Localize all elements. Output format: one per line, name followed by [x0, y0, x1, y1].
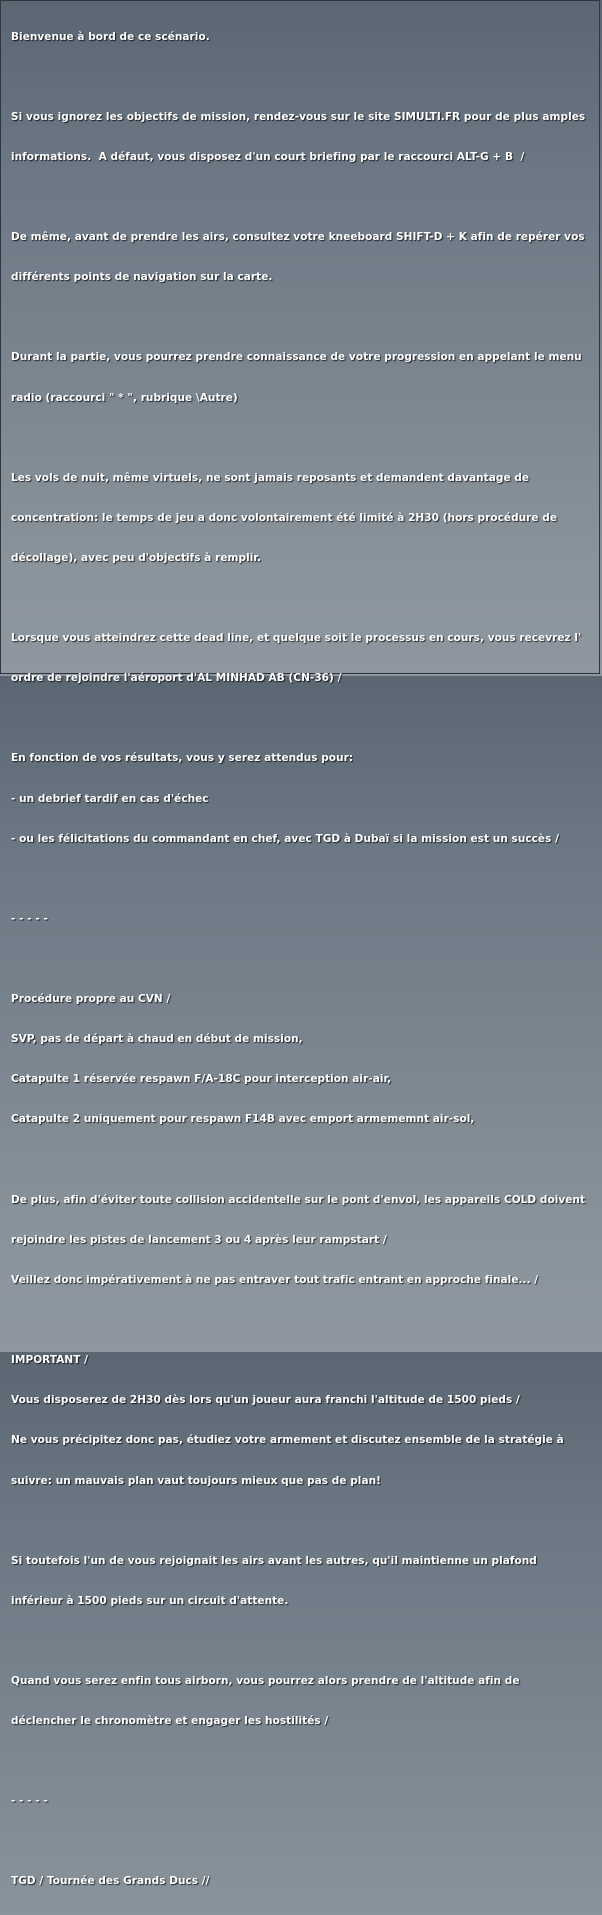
text-line: De même, avant de prendre les airs, consultez votre kneeboard SHIFT-D + K afin de repérer vos — [11, 231, 585, 244]
text-line: Procédure propre au CVN / — [11, 992, 171, 1005]
text-line: radio (raccourci " * ", rubrique \Autre) — [11, 391, 238, 404]
text-line: SVP, pas de départ à chaud en début de mission, — [11, 1033, 303, 1046]
signature-text: TGD / Tournée des Grands Ducs // — [11, 1875, 210, 1888]
text-line: Ne vous précipitez donc pas, étudiez votre armement et discutez ensemble de la stratégie à — [11, 1434, 564, 1447]
text-line: suivre: un mauvais plan vaut toujours mieux que pas de plan! — [11, 1474, 381, 1487]
text-line: Bienvenue à bord de ce scénario. — [11, 30, 210, 43]
separator-text: - - - - - — [11, 912, 48, 925]
separator — [11, 1768, 589, 1835]
text-line: déclencher le chronomètre et engager les hostilités / — [11, 1715, 329, 1728]
paragraph-airborne — [11, 1648, 589, 1755]
text-line: décollage), avec peu d'objectifs à remplir. — [11, 552, 262, 565]
paragraph-kneeboard — [11, 204, 589, 311]
text-line: Veillez donc impérativement à ne pas entraver tout trafic entrant en approche finale... / — [11, 1273, 539, 1286]
paragraph-signature — [11, 1848, 589, 1915]
paragraph-radio-menu — [11, 325, 589, 432]
text-line: Si toutefois l'un de vous rejoignait les airs avant les autres, qu'il maintienne un plafond — [11, 1554, 537, 1567]
paragraph-cvn-procedure — [11, 966, 589, 1154]
text-line: Si vous ignorez les objectifs de mission, rendez-vous sur le site SIMULTI.FR pour de plus amples — [11, 110, 586, 123]
text-line: IMPORTANT / — [11, 1353, 89, 1366]
paragraph-important — [11, 1327, 589, 1515]
text-line: Vous disposerez de 2H30 dès lors qu'un joueur aura franchi l'altitude de 1500 pieds / — [11, 1394, 520, 1407]
text-line: En fonction de vos résultats, vous y serez attendus pour: — [11, 752, 354, 765]
text-line: différents points de navigation sur la carte. — [11, 271, 273, 284]
text-line: informations. A défaut, vous disposez d'un court briefing par le raccourci ALT-G + B / — [11, 151, 525, 164]
paragraph-deck-safety — [11, 1167, 589, 1314]
text-line: inférieur à 1500 pieds sur un circuit d'attente. — [11, 1594, 289, 1607]
paragraph-objectives — [11, 84, 589, 191]
text-line: - un debrief tardif en cas d'échec — [11, 792, 209, 805]
text-line: ordre de rejoindre l'aéroport d'AL MINHAD AB (CN-36) / — [11, 672, 342, 685]
paragraph-welcome — [11, 4, 589, 71]
separator-text: - - - - - — [11, 1795, 48, 1808]
text-line: Quand vous serez enfin tous airborn, vous pourrez alors prendre de l'altitude afin de — [11, 1674, 520, 1687]
text-line: Catapulte 1 réservée respawn F/A-18C pour interception air-air, — [11, 1073, 392, 1086]
text-line: concentration: le temps de jeu a donc volontairement été limité à 2H30 (hors procédure de — [11, 511, 557, 524]
text-line: De plus, afin d'éviter toute collision accidentelle sur le pont d'envol, les appareils COLD doivent — [11, 1193, 586, 1206]
text-line: Catapulte 2 uniquement pour respawn F14B avec emport armememnt air-sol, — [11, 1113, 475, 1126]
text-line: - ou les félicitations du commandant en chef, avec TGD à Dubaï si la mission est un succès / — [11, 832, 559, 845]
text-line: Les vols de nuit, même virtuels, ne sont jamais reposants et demandent davantage de — [11, 471, 530, 484]
paragraph-deadline — [11, 605, 589, 712]
paragraph-results — [11, 726, 589, 873]
text-line: Lorsque vous atteindrez cette dead line, et quelque soit le processus en cours, vous recevrez l' — [11, 632, 582, 645]
paragraph-holding-pattern — [11, 1528, 589, 1635]
paragraph-night-flights — [11, 445, 589, 592]
separator — [11, 886, 589, 953]
text-line: rejoindre les pistes de lancement 3 ou 4 après leur rampstart / — [11, 1233, 387, 1246]
text-line: Durant la partie, vous pourrez prendre connaissance de votre progression en appelant le menu — [11, 351, 582, 364]
